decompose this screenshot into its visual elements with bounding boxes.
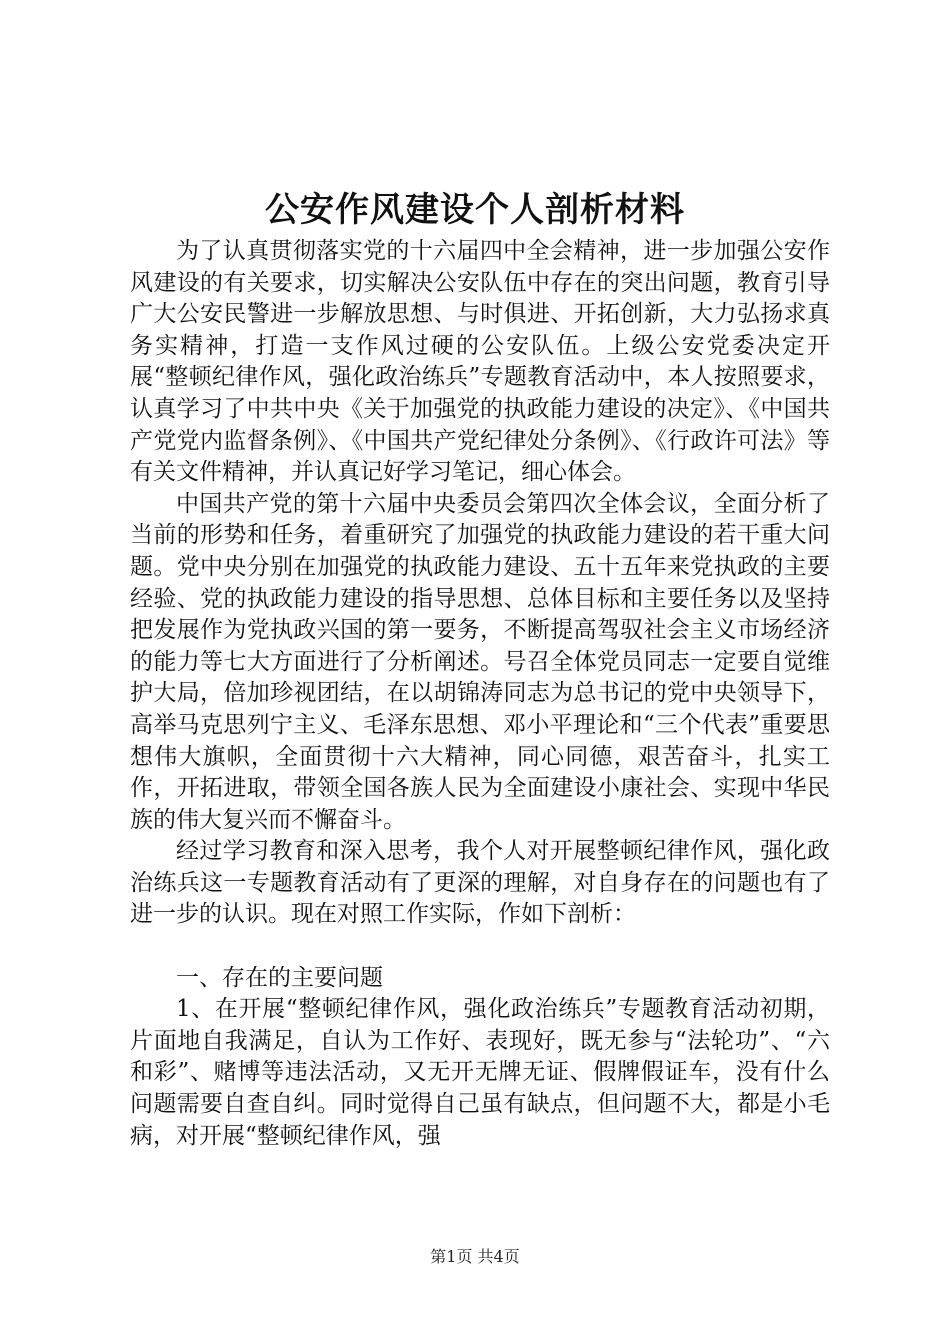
paragraph-2: 中国共产党的第十六届中央委员会第四次全体会议，全面分析了当前的形势和任务，着重研究了加强党的执政能力建设的若干重大问题。党中央分别在加强党的执政能力建设、五十五年来党执政的主要经验、党的执政能力建设的指导思想、总体目标和主要任务以及坚持把发展作为党执政兴国的第一要务，不断提高驾驭社会主义市场经济的能力等七大方面进行了分析阐述。号召全体党员同志一定要自觉维护大局，倍加珍视团结，在以胡锦涛同志为总书记的党中央领导下，高举马克思列宁主义、毛泽东思想、邓小平理论和“三个代表”重要思想伟大旗帜，全面贯彻十六大精神，同心同德，艰苦奋斗，扎实工作，开拓进取，带领全国各族人民为全面建设小康社会、实现中华民族的伟大复兴而不懈奋斗。	[130, 490, 830, 833]
page-footer: 第1页 共4页	[430, 1247, 520, 1266]
document-body	[130, 236, 830, 1152]
paragraph-1: 为了认真贯彻落实党的十六届四中全会精神，进一步加强公安作风建设的有关要求，切实解决公安队伍中存在的突出问题，教育引导广大公安民警进一步解放思想、与时俱进、开拓创新，大力弘扬求真务实精神，打造一支作风过硬的公安队伍。上级公安党委决定开展“整顿纪律作风，强化政治练兵”专题教育活动中，本人按照要求，认真学习了中共中央《关于加强党的执政能力建设的决定》、《中国共产党党内监督条例》、《中国共产党纪律处分条例》、《行政许可法》等有关文件精神，并认真记好学习笔记，细心体会。	[130, 238, 830, 486]
item-1: 1、在开展“整顿纪律作风，强化政治练兵”专题教育活动初期，片面地自我满足，自认为工作好、表现好，既无参与“法轮功”、“六和彩”、赌博等违法活动，又无开无牌无证、假牌假证车，没有什么问题需要自查自纠。同时觉得自己虽有缺点，但问题不大，都是小毛病，对开展“整顿纪律作风，强	[130, 996, 830, 1149]
document-title: 公安作风建设个人剖析材料	[265, 190, 685, 230]
paragraph-spacer	[130, 931, 830, 963]
paragraph-3: 经过学习教育和深入思考，我个人对开展整顿纪律作风，强化政治练兵这一专题教育活动有了更深的理解，对自身存在的问题也有了进一步的认识。现在对照工作实际，作如下剖析：	[130, 838, 830, 928]
section-heading: 一、存在的主要问题	[176, 964, 383, 991]
